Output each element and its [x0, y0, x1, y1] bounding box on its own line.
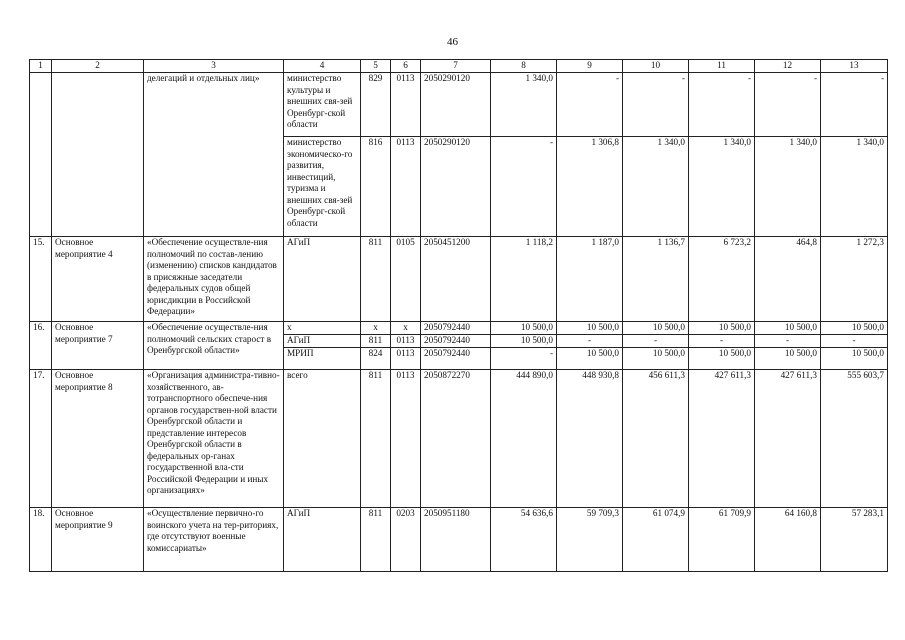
column-header: 6: [391, 60, 421, 73]
table-row: [30, 508, 888, 572]
column-header: 13: [821, 60, 888, 73]
column-header: 8: [491, 60, 557, 73]
grbs-cell: х: [361, 322, 391, 335]
value-cell: -: [689, 335, 755, 348]
rzpr-cell: 0203: [391, 508, 421, 572]
csr-cell: 2050451200: [421, 237, 491, 322]
row-number: 18.: [30, 508, 52, 572]
executor-cell: АГиП: [284, 335, 361, 348]
value-cell: 61 074,9: [623, 508, 689, 572]
value-cell: -: [491, 137, 557, 237]
rzpr-cell: 0113: [391, 370, 421, 508]
grbs-cell: 811: [361, 335, 391, 348]
value-cell: 54 636,6: [491, 508, 557, 572]
csr-cell: 2050290120: [421, 137, 491, 237]
value-cell: 10 500,0: [821, 322, 888, 335]
value-cell: 427 611,3: [689, 370, 755, 508]
column-header: 2: [52, 60, 144, 73]
value-cell: 10 500,0: [755, 348, 821, 370]
measure-name-cell: «Обеспечение осуществле-ния полномочий по состав-лению (изменению) списков кандидатов в присяжные заседатели федеральных судов общей юрисдикции в Российской Федерации»: [144, 237, 284, 322]
column-header: 10: [623, 60, 689, 73]
value-cell: -: [755, 73, 821, 137]
grbs-cell: 824: [361, 348, 391, 370]
measure-cell: [52, 73, 144, 237]
value-cell: 64 160,8: [755, 508, 821, 572]
csr-cell: 2050872270: [421, 370, 491, 508]
csr-cell: 2050951180: [421, 508, 491, 572]
value-cell: 448 930,8: [557, 370, 623, 508]
value-cell: 1 340,0: [689, 137, 755, 237]
value-cell: 456 611,3: [623, 370, 689, 508]
value-cell: 555 603,7: [821, 370, 888, 508]
rzpr-cell: 0113: [391, 348, 421, 370]
value-cell: -: [755, 335, 821, 348]
value-cell: 427 611,3: [755, 370, 821, 508]
value-cell: 10 500,0: [821, 348, 888, 370]
value-cell: 10 500,0: [755, 322, 821, 335]
column-header: 4: [284, 60, 361, 73]
table-header: [30, 60, 888, 73]
budget-table: [29, 59, 888, 572]
csr-cell: 2050290120: [421, 73, 491, 137]
value-cell: 57 283,1: [821, 508, 888, 572]
value-cell: 1 340,0: [755, 137, 821, 237]
grbs-cell: 811: [361, 237, 391, 322]
column-header: 9: [557, 60, 623, 73]
measure-cell: Основное мероприятие 7: [52, 322, 144, 370]
executor-cell: х: [284, 322, 361, 335]
value-cell: 61 709,9: [689, 508, 755, 572]
row-number: 16.: [30, 322, 52, 370]
rzpr-cell: 0105: [391, 237, 421, 322]
value-cell: 59 709,3: [557, 508, 623, 572]
column-header: 11: [689, 60, 755, 73]
executor-cell: министерство культуры и внешних свя-зей Оренбург-ской области: [284, 73, 361, 137]
row-number: 17.: [30, 370, 52, 508]
rzpr-cell: 0113: [391, 137, 421, 237]
value-cell: -: [623, 73, 689, 137]
value-cell: -: [623, 335, 689, 348]
measure-name-cell: «Осуществление первично-го воинского учета на тер-риториях, где отсутствуют военные комиссариаты»: [144, 508, 284, 572]
value-cell: 444 890,0: [491, 370, 557, 508]
value-cell: 10 500,0: [623, 348, 689, 370]
value-cell: 10 500,0: [491, 335, 557, 348]
column-header: 1: [30, 60, 52, 73]
value-cell: 10 500,0: [491, 322, 557, 335]
value-cell: -: [689, 73, 755, 137]
column-header: 7: [421, 60, 491, 73]
row-number: 15.: [30, 237, 52, 322]
executor-cell: МРИП: [284, 348, 361, 370]
measure-name-cell: «Обеспечение осуществле-ния полномочий сельских старост в Оренбургской области»: [144, 322, 284, 370]
csr-cell: 2050792440: [421, 322, 491, 335]
measure-name-cell: делегаций и отдельных лиц»: [144, 73, 284, 237]
table-row: [30, 322, 888, 335]
value-cell: 1 340,0: [623, 137, 689, 237]
value-cell: 10 500,0: [689, 348, 755, 370]
measure-cell: Основное мероприятие 4: [52, 237, 144, 322]
value-cell: 10 500,0: [557, 348, 623, 370]
rzpr-cell: 0113: [391, 335, 421, 348]
column-header: 12: [755, 60, 821, 73]
value-cell: 10 500,0: [623, 322, 689, 335]
table-row: [30, 73, 888, 137]
grbs-cell: 811: [361, 508, 391, 572]
csr-cell: 2050792440: [421, 335, 491, 348]
value-cell: -: [557, 335, 623, 348]
executor-cell: АГиП: [284, 237, 361, 322]
table-row: [30, 370, 888, 508]
value-cell: -: [557, 73, 623, 137]
measure-name-cell: «Организация администра-тивно-хозяйственного, ав-тотранспортного обеспече-ния органов государствен-ной власти Оренбургской области и представление интересов Оренбургской области в федеральных ор-ганах государственной вла-сти Российской Федерации и иных организациях»: [144, 370, 284, 508]
value-cell: 10 500,0: [557, 322, 623, 335]
rzpr-cell: х: [391, 322, 421, 335]
value-cell: 464,8: [755, 237, 821, 322]
value-cell: 1 340,0: [821, 137, 888, 237]
value-cell: 6 723,2: [689, 237, 755, 322]
value-cell: -: [821, 73, 888, 137]
table-row: [30, 237, 888, 322]
grbs-cell: 811: [361, 370, 391, 508]
executor-cell: всего: [284, 370, 361, 508]
value-cell: 1 272,3: [821, 237, 888, 322]
page-number: 46: [447, 36, 458, 48]
grbs-cell: 829: [361, 73, 391, 137]
executor-cell: АГиП: [284, 508, 361, 572]
executor-cell: министерство экономическо-го развития, инвестиций, туризма и внешних свя-зей Оренбург-ской области: [284, 137, 361, 237]
value-cell: 1 136,7: [623, 237, 689, 322]
value-cell: -: [491, 348, 557, 370]
value-cell: 10 500,0: [689, 322, 755, 335]
rzpr-cell: 0113: [391, 73, 421, 137]
value-cell: 1 187,0: [557, 237, 623, 322]
measure-cell: Основное мероприятие 9: [52, 508, 144, 572]
value-cell: 1 118,2: [491, 237, 557, 322]
value-cell: 1 306,8: [557, 137, 623, 237]
column-header: 5: [361, 60, 391, 73]
column-header: 3: [144, 60, 284, 73]
csr-cell: 2050792440: [421, 348, 491, 370]
value-cell: 1 340,0: [491, 73, 557, 137]
grbs-cell: 816: [361, 137, 391, 237]
measure-cell: Основное мероприятие 8: [52, 370, 144, 508]
row-number: [30, 73, 52, 237]
value-cell: -: [821, 335, 888, 348]
